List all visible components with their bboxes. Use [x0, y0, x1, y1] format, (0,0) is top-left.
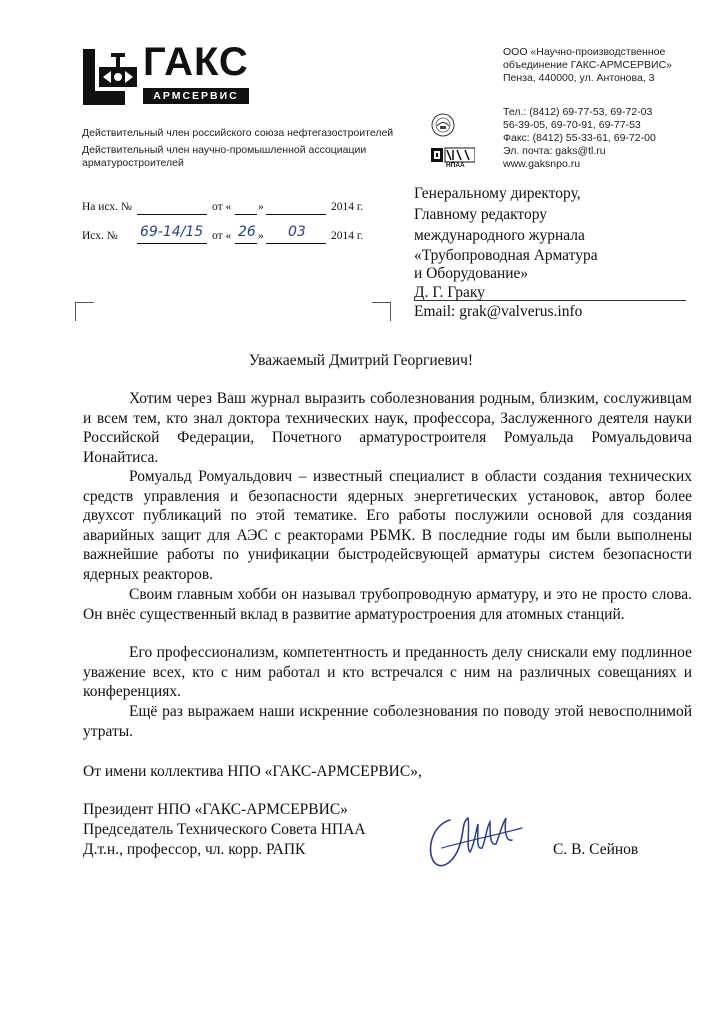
- logo-name: ГАКС: [143, 40, 249, 84]
- addressee-line-2: Главному редактору: [414, 206, 548, 223]
- corner-mark-left: [75, 302, 94, 321]
- outgoing-day-line: [235, 243, 257, 244]
- contact-fax: Факс: (8412) 55-33-61, 69-72-00: [503, 132, 656, 144]
- signer-title-1: Президент НПО «ГАКС-АРМСЕРВИС»: [83, 801, 348, 818]
- outgoing-number-line: [137, 243, 207, 244]
- outgoing-date-open: от «: [212, 230, 232, 242]
- paragraph-5: Ещё раз выражаем наши искренние соболезнования по поводу этой невосполнимой утраты.: [83, 703, 692, 740]
- npaa-emblem-icon: [431, 146, 475, 170]
- incoming-date-open: от «: [212, 201, 232, 213]
- company-logo-icon: [81, 47, 141, 107]
- salutation: Уважаемый Дмитрий Георгиевич!: [248, 352, 474, 369]
- paragraph-2: Ромуальд Ромуальдович – известный специалист в области создания технических средств управления и безопасности ядерных энергетических установок, автор более двухсот публикаций по этой тематике. Его работы послужили основой для создания аварийных защит для АЭС с реакторами РБМК. В последние годы им были выполнены важнейшие работы по унификации быстродейсвующей арматуры систем безопасности ядерных реакторов.: [83, 468, 692, 583]
- incoming-month-line: [266, 214, 326, 215]
- npaa-emblem-label: НПАА: [446, 162, 465, 169]
- addressee-line-1: Генеральному директору,: [414, 185, 581, 202]
- incoming-number-line: [137, 214, 207, 215]
- outgoing-year: 2014 г.: [331, 230, 364, 242]
- incoming-ref-label: На исх. №: [82, 201, 132, 213]
- handwritten-signature-icon: [412, 800, 532, 880]
- incoming-day-line: [235, 214, 257, 215]
- addressee-name: Д. Г. Граку: [414, 284, 485, 301]
- union-emblem-icon: [431, 113, 455, 137]
- outgoing-day: 26: [238, 224, 256, 240]
- outgoing-month: 03: [288, 224, 306, 240]
- outgoing-date-close: »: [258, 230, 264, 242]
- closing-line: От имени коллектива НПО «ГАКС-АРМСЕРВИС»,: [83, 763, 422, 780]
- contact-email: Эл. почта: gaks@tl.ru: [503, 145, 606, 157]
- contact-website: www.gaksnpo.ru: [503, 158, 581, 170]
- org-line-2: объединение ГАКС-АРМСЕРВИС»: [503, 59, 672, 71]
- membership-line-3: арматуростроителей: [82, 157, 184, 169]
- membership-line-2: Действительный член научно-промышленной ассоциации: [82, 144, 367, 156]
- logo-subtitle: АРМСЕРВИС: [143, 88, 249, 104]
- addressee-line-5: и Оборудование»: [414, 265, 529, 282]
- membership-line-1: Действительный член российского союза нефтегазостроителей: [82, 127, 394, 139]
- paragraph-4: Его профессионализм, компетентность и преданность делу снискали ему подлинное уважение всех, кто с ним работал и кто встречался с ним на различных совещаниях и конференциях.: [83, 644, 692, 700]
- paragraph-1: Хотим через Ваш журнал выразить соболезнования родным, близким, сослуживцам и всем тем, кто знал доктора технических наук, профессора, Заслуженного деятеля науки Российской Федерации, Почетного арматуростроителя Ромуальда Ромуальдовича Ионайтиса.: [83, 390, 692, 466]
- addressee-email: Email: grak@valverus.info: [414, 303, 583, 320]
- signer-title-2: Председатель Технического Совета НПАА: [83, 821, 366, 838]
- addressee-line-3: международного журнала: [414, 227, 585, 244]
- org-line-1: ООО «Научно-производственное: [503, 46, 666, 58]
- addressee-line-4: «Трубопроводная Арматура: [414, 247, 598, 264]
- contact-phone: Тел.: (8412) 69-77-53, 69-72-03: [503, 106, 653, 118]
- signer-title-3: Д.т.н., профессор, чл. корр. РАПК: [83, 841, 306, 858]
- corner-mark-right: [372, 302, 391, 321]
- org-line-3: Пенза, 440000, ул. Антонова, 3: [503, 72, 655, 84]
- addressee-underline: [414, 300, 686, 301]
- outgoing-number: 69-14/15: [140, 224, 204, 240]
- outgoing-ref-label: Исх. №: [82, 230, 118, 242]
- outgoing-month-line: [266, 243, 326, 244]
- contact-phone-more: 56-39-05, 69-70-91, 69-77-53: [503, 119, 641, 131]
- signer-name: С. В. Сейнов: [553, 841, 639, 858]
- paragraph-3: Своим главным хобби он называл трубопроводную арматуру, и это не просто слова. Он внёс существенный вклад в развитие арматуростроения для атомных станций.: [83, 586, 692, 623]
- incoming-year: 2014 г.: [331, 201, 364, 213]
- incoming-date-close: »: [258, 201, 264, 213]
